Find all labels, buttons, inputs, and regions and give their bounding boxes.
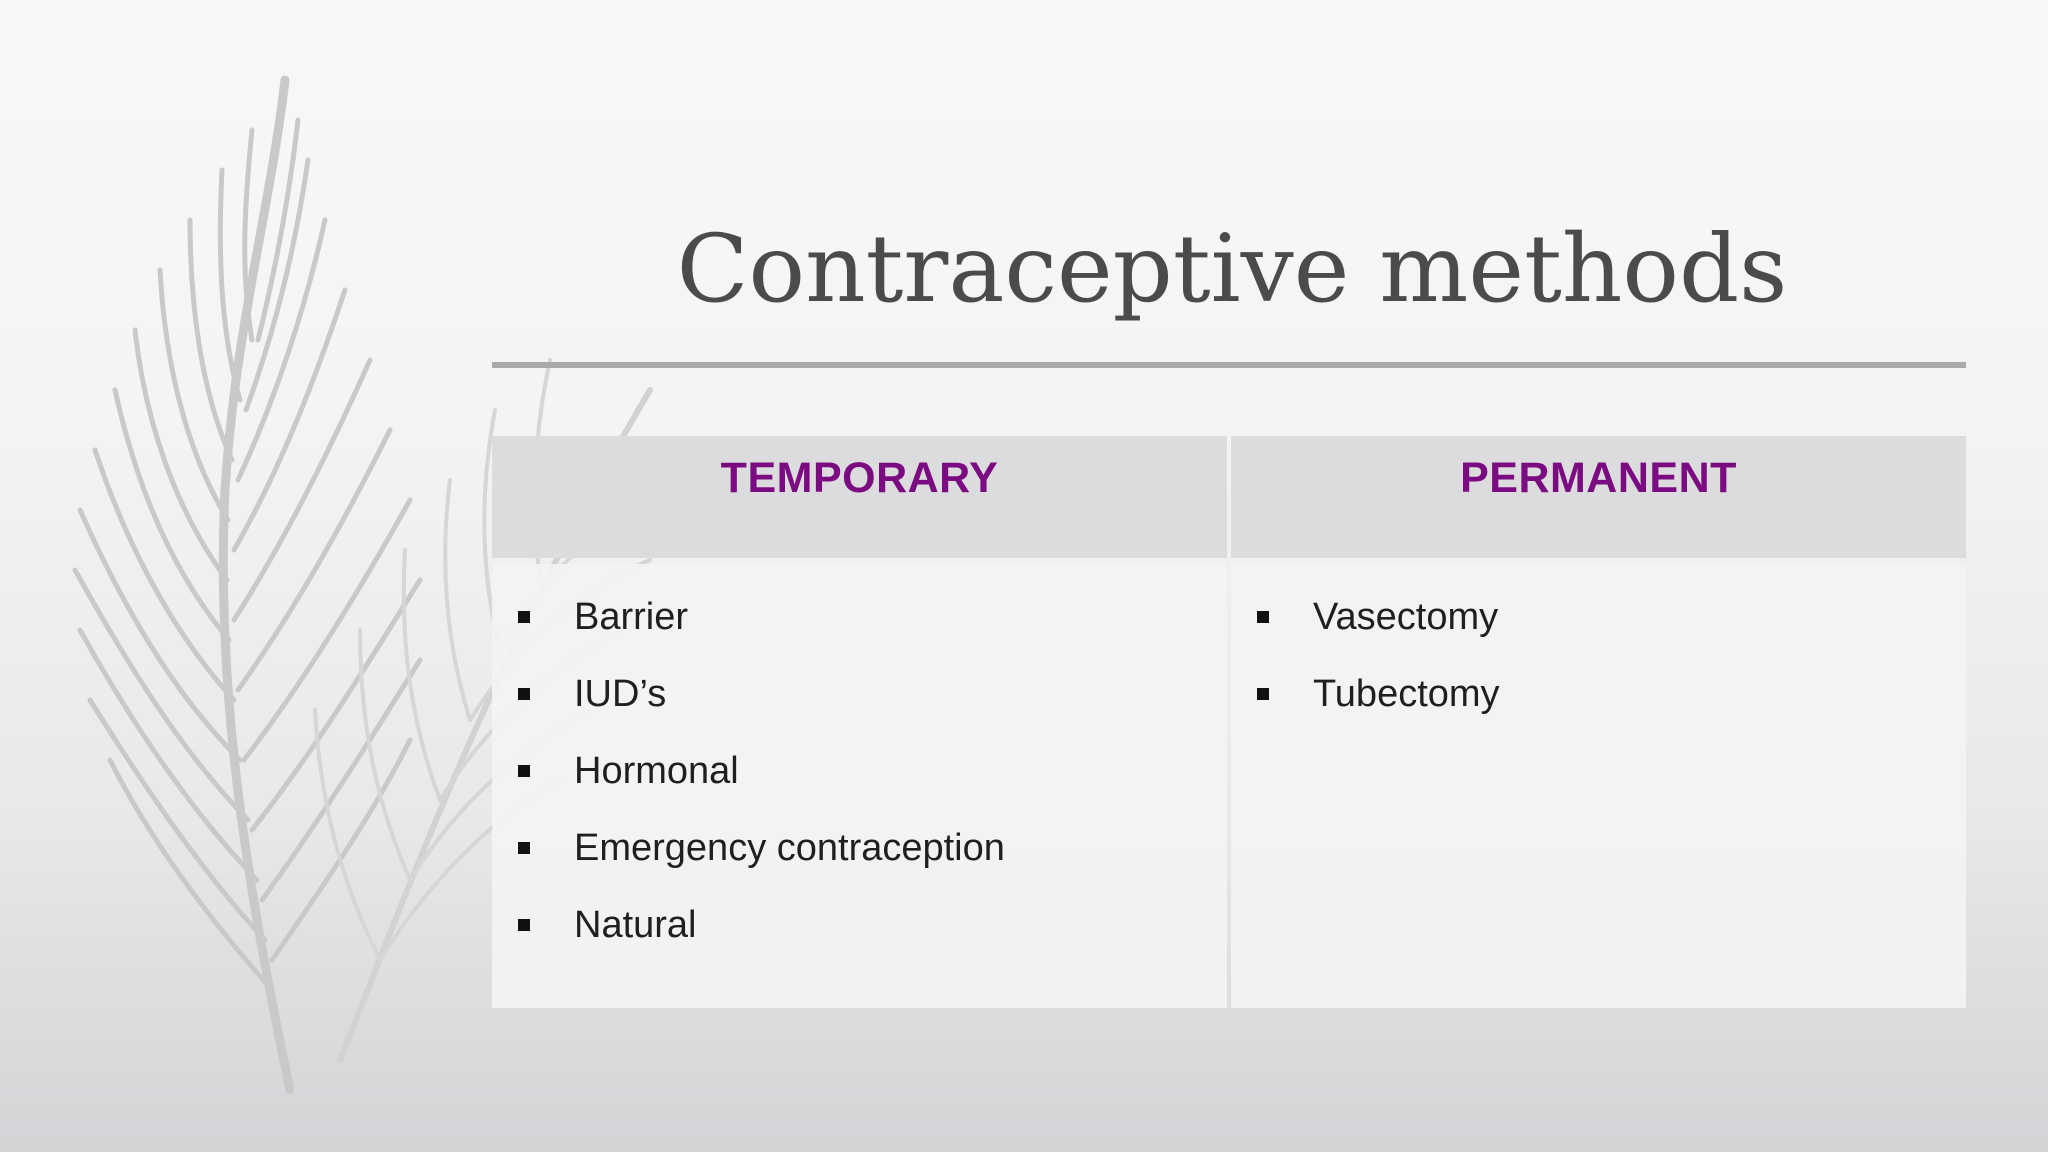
list-item — [518, 744, 1227, 821]
square-bullet-icon — [518, 611, 530, 623]
square-bullet-icon — [518, 842, 530, 854]
square-bullet-icon — [518, 765, 530, 777]
permanent-cell — [1231, 564, 1966, 1008]
title-divider — [492, 362, 1966, 368]
temporary-cell — [492, 564, 1227, 1008]
list-item-label: Tubectomy — [1313, 673, 1500, 715]
square-bullet-icon — [1257, 688, 1269, 700]
square-bullet-icon — [518, 919, 530, 931]
list-item — [518, 590, 1227, 667]
permanent-list — [1257, 590, 1966, 744]
methods-table — [492, 436, 1966, 1008]
list-item-label: Emergency contraception — [574, 827, 1005, 869]
list-item-label: Vasectomy — [1313, 596, 1499, 638]
slide-title: Contraceptive methods — [676, 215, 1788, 324]
list-item-label: Barrier — [574, 596, 689, 638]
temporary-list — [518, 590, 1227, 975]
list-item — [1257, 667, 1966, 744]
square-bullet-icon — [518, 688, 530, 700]
list-item-label: IUD’s — [574, 673, 667, 715]
list-item — [1257, 590, 1966, 667]
header-temporary: TEMPORARY — [492, 436, 1227, 558]
list-item-label: Hormonal — [574, 750, 739, 792]
header-permanent: PERMANENT — [1231, 436, 1966, 558]
list-item-label: Natural — [574, 904, 697, 946]
square-bullet-icon — [1257, 611, 1269, 623]
list-item — [518, 821, 1227, 898]
list-item — [518, 667, 1227, 744]
list-item — [518, 898, 1227, 975]
